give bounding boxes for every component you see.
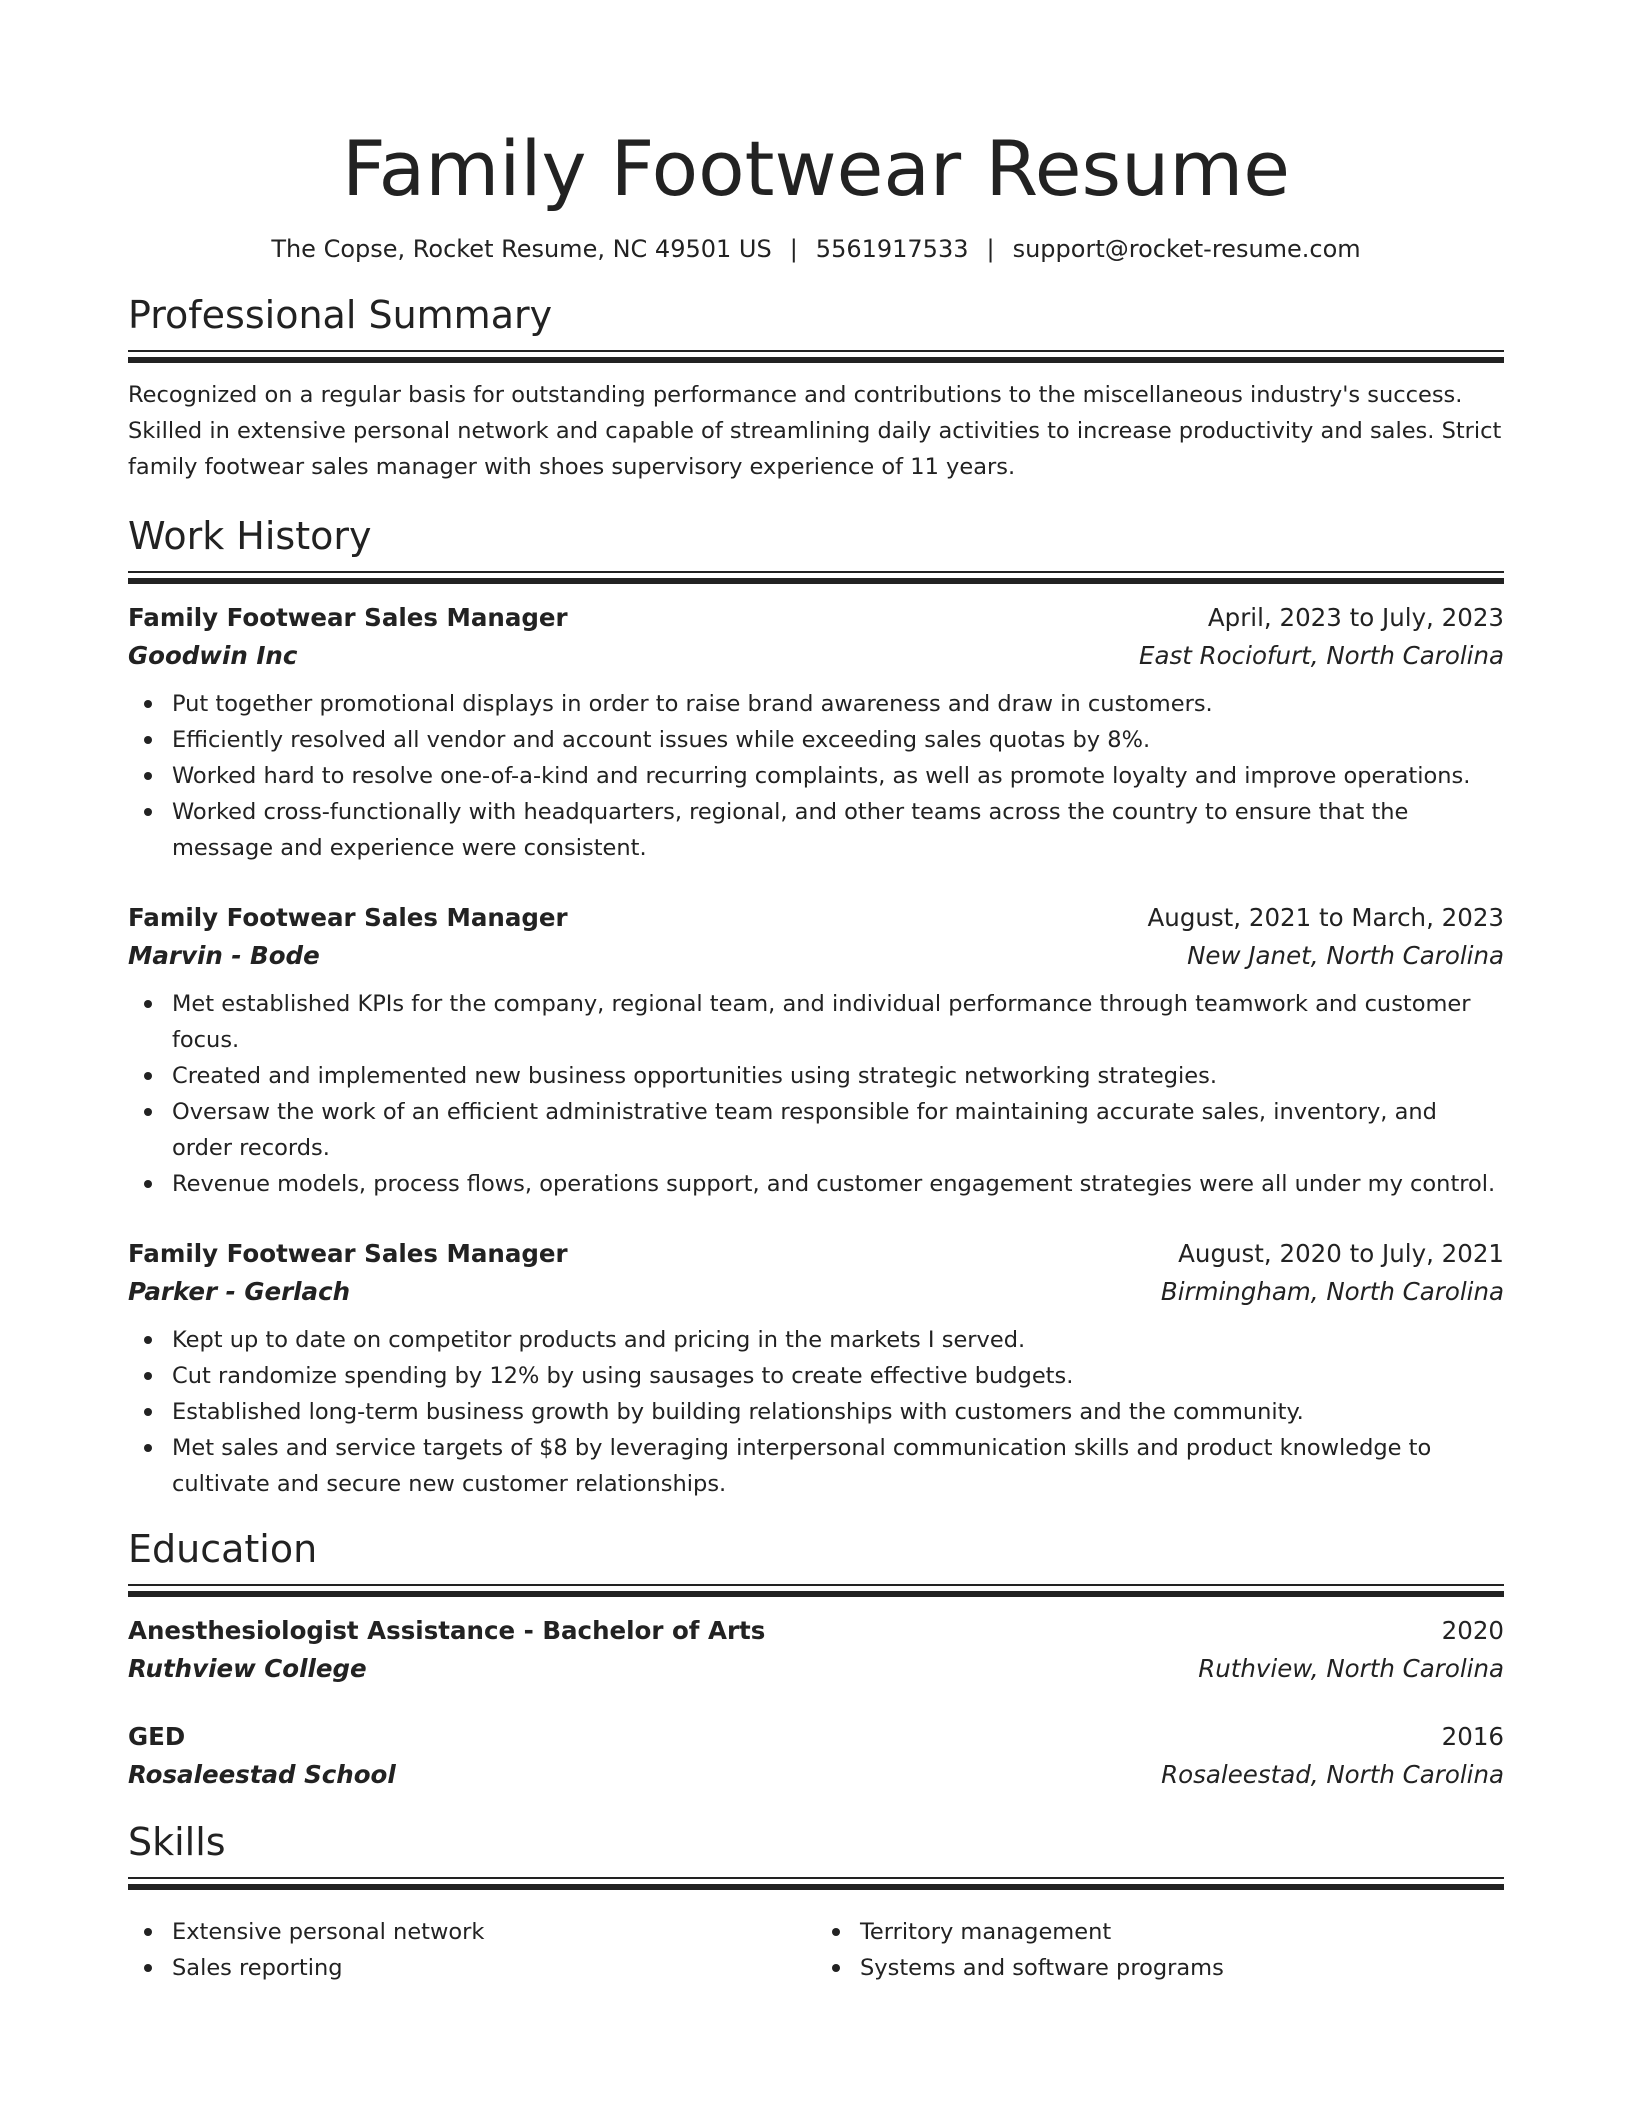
job-bullet: Kept up to date on competitor products and pricing in the markets I served. <box>172 1322 1504 1358</box>
education-location: Ruthview, North Carolina <box>1198 1654 1504 1683</box>
professional-summary-section <box>128 292 1504 485</box>
job-entry <box>128 1236 1504 1502</box>
job-company: Marvin - Bode <box>128 941 320 970</box>
job-dates: August, 2020 to July, 2021 <box>1178 1239 1504 1268</box>
job-dates: August, 2021 to March, 2023 <box>1147 903 1504 932</box>
skills-column-right <box>816 1914 1504 1986</box>
job-location: New Janet, North Carolina <box>1187 941 1504 970</box>
education-entry <box>128 1613 1504 1689</box>
education-entry <box>128 1719 1504 1795</box>
skill-item: Systems and software programs <box>860 1950 1504 1986</box>
skills-section <box>128 1819 1504 1986</box>
job-location: East Rociofurt, North Carolina <box>1139 641 1504 670</box>
contact-address: The Copse, Rocket Resume, NC 49501 US <box>271 235 772 263</box>
education-school: Ruthview College <box>128 1654 367 1683</box>
contact-email: support@rocket-resume.com <box>1012 235 1361 263</box>
job-company: Parker - Gerlach <box>128 1277 351 1306</box>
job-bullets <box>128 1322 1504 1502</box>
education-degree: Anesthesiologist Assistance - Bachelor of Arts <box>128 1616 766 1645</box>
job-bullets <box>128 986 1504 1202</box>
contact-phone: 5561917533 <box>815 235 969 263</box>
contact-separator: | <box>986 235 995 263</box>
job-location: Birmingham, North Carolina <box>1160 1277 1504 1306</box>
job-bullet: Oversaw the work of an efficient administrative team responsible for maintaining accurate sales, inventory, and order records. <box>172 1094 1504 1166</box>
job-company: Goodwin Inc <box>128 641 298 670</box>
section-divider <box>128 350 1504 363</box>
resume-name: Family Footwear Resume <box>341 124 1291 213</box>
job-bullet: Established long-term business growth by building relationships with customers and the community. <box>172 1394 1504 1430</box>
contact-separator: | <box>789 235 798 263</box>
skill-item: Sales reporting <box>172 1950 816 1986</box>
job-title: Family Footwear Sales Manager <box>128 603 568 632</box>
section-divider <box>128 571 1504 584</box>
job-entry <box>128 600 1504 866</box>
education-degree: GED <box>128 1722 186 1751</box>
job-entry <box>128 900 1504 1202</box>
job-bullet: Met sales and service targets of $8 by leveraging interpersonal communication skills and product knowledge to cultivate and secure new customer relationships. <box>172 1430 1504 1502</box>
education-year: 2016 <box>1441 1722 1504 1751</box>
skill-item: Territory management <box>860 1914 1504 1950</box>
job-title: Family Footwear Sales Manager <box>128 903 568 932</box>
job-bullet: Worked cross-functionally with headquarters, regional, and other teams across the country to ensure that the message and experience were consistent. <box>172 794 1504 866</box>
skill-item: Extensive personal network <box>172 1914 816 1950</box>
contact-line <box>128 234 1504 264</box>
education-school: Rosaleestad School <box>128 1760 396 1789</box>
job-bullet: Revenue models, process flows, operations support, and customer engagement strategies were all under my control. <box>172 1166 1504 1202</box>
education-year: 2020 <box>1441 1616 1504 1645</box>
section-title: Skills <box>128 1820 226 1864</box>
summary-text: Recognized on a regular basis for outstanding performance and contributions to the miscellaneous industry's success. Skilled in extensive personal network and capable of streamlining daily activities to increase productivity and sales. Strict family footwear sales manager with shoes supervisory experience of 11 years. <box>128 382 1502 480</box>
job-bullet: Met established KPIs for the company, regional team, and individual performance through teamwork and customer focus. <box>172 986 1504 1058</box>
work-history-section <box>128 513 1504 1502</box>
skills-column-left <box>128 1914 816 1986</box>
section-title: Professional Summary <box>128 293 553 337</box>
job-bullet: Put together promotional displays in order to raise brand awareness and draw in customers. <box>172 686 1504 722</box>
job-bullet: Cut randomize spending by 12% by using sausages to create effective budgets. <box>172 1358 1504 1394</box>
section-title: Work History <box>128 514 372 558</box>
job-bullet: Worked hard to resolve one-of-a-kind and recurring complaints, as well as promote loyalty and improve operations. <box>172 758 1504 794</box>
skills-grid <box>128 1904 1504 1986</box>
education-section <box>128 1526 1504 1795</box>
section-title: Education <box>128 1527 318 1571</box>
section-divider <box>128 1584 1504 1597</box>
job-dates: April, 2023 to July, 2023 <box>1207 603 1504 632</box>
job-bullet: Created and implemented new business opportunities using strategic networking strategies. <box>172 1058 1504 1094</box>
education-location: Rosaleestad, North Carolina <box>1161 1760 1504 1789</box>
section-divider <box>128 1877 1504 1890</box>
job-bullet: Efficiently resolved all vendor and account issues while exceeding sales quotas by 8%. <box>172 722 1504 758</box>
job-title: Family Footwear Sales Manager <box>128 1239 568 1268</box>
job-bullets <box>128 686 1504 866</box>
